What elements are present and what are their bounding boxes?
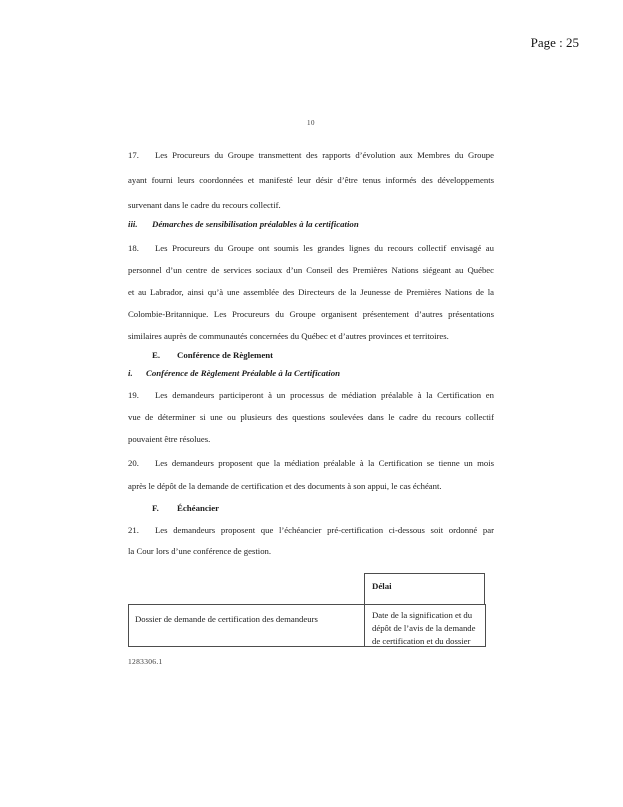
- paragraph-number: 20.: [128, 458, 139, 468]
- paragraph-19: [128, 384, 494, 450]
- text-line: après le dépôt de la demande de certification et des documents à son appui, le cas échéant.: [128, 481, 442, 491]
- heading-i-conference-prealable: [128, 368, 340, 378]
- table-cell-activity: Dossier de demande de certification des demandeurs: [129, 605, 365, 646]
- table-header-delai: Délai: [364, 573, 485, 604]
- text-run: Les demandeurs proposent que l’échéancier pré-certification ci-dessous soit ordonné par: [155, 525, 494, 535]
- text-run: Les demandeurs proposent que la médiation préalable à la Certification se tienne un mois: [155, 458, 494, 468]
- text-line: Date de la signification et du: [372, 610, 473, 620]
- heading-number: iii.: [128, 219, 138, 229]
- text-line: [128, 143, 494, 168]
- heading-text: Échéancier: [177, 503, 220, 513]
- text-line: pouvaient être résolues.: [128, 434, 211, 444]
- heading-text: Démarches de sensibilisation préalables à la certification: [152, 219, 359, 229]
- text-line: dépôt de l’avis de la demande: [372, 623, 476, 633]
- text-line: [128, 384, 494, 406]
- heading-text: Conférence de Règlement: [177, 350, 274, 360]
- text-line: et au Labrador, ainsi qu’à une assemblée des Directeurs de la Jeunesse de Premières Nations de la: [128, 287, 494, 297]
- heading-text: Conférence de Règlement Préalable à la Certification: [146, 368, 340, 378]
- paragraph-number: 19.: [128, 390, 139, 400]
- heading-iii-sensibilisation: [128, 219, 359, 229]
- paragraph-17: [128, 143, 494, 218]
- table-row: [128, 604, 486, 647]
- heading-f-echeancier: [152, 503, 219, 513]
- text-line: Colombie-Britannique. Les Procureurs du Groupe organisent présentement d’autres présentations: [128, 309, 494, 319]
- paragraph-20: [128, 452, 494, 498]
- text-line: survenant dans le cadre du recours collectif.: [128, 200, 281, 210]
- table-cell-delai: [365, 605, 485, 646]
- text-line: similaires auprès de communautés concernées du Québec et d’autres provinces et territoires.: [128, 331, 449, 341]
- paragraph-number: 17.: [128, 150, 139, 160]
- text-line: la Cour lors d’une conférence de gestion.: [128, 546, 272, 556]
- footer-doc-number: 1283306.1: [128, 657, 163, 666]
- text-line: [128, 237, 494, 259]
- text-line: ayant fourni leurs coordonnées et manifesté leur désir d’être tenus informés des développements: [128, 175, 494, 185]
- text-line: personnel d’un centre de services sociaux d’un Conseil des Premières Nations siégeant au Québec: [128, 265, 494, 275]
- heading-e-conference-reglement: [152, 350, 273, 360]
- paragraph-18: [128, 237, 494, 347]
- text-line: de certification et du dossier: [372, 636, 471, 646]
- text-run: Les demandeurs participeront à un processus de médiation préalable à la Certification en: [155, 390, 494, 400]
- heading-number: F.: [152, 503, 159, 513]
- text-line: [128, 520, 494, 541]
- heading-number: E.: [152, 350, 161, 360]
- text-line: vue de déterminer si une ou plusieurs des questions soulevées dans le cadre du recours collectif: [128, 412, 494, 422]
- paragraph-number: 21.: [128, 525, 139, 535]
- text-run: Les Procureurs du Groupe ont soumis les grandes lignes du recours collectif envisagé au: [155, 243, 494, 253]
- text-run: Les Procureurs du Groupe transmettent des rapports d’évolution aux Membres du Groupe: [155, 150, 494, 160]
- text-line: [128, 452, 494, 475]
- heading-number: i.: [128, 368, 133, 378]
- inner-page-number: 10: [307, 119, 315, 127]
- page-label: Page : 25: [530, 35, 579, 50]
- paragraph-21: [128, 520, 494, 562]
- paragraph-number: 18.: [128, 243, 139, 253]
